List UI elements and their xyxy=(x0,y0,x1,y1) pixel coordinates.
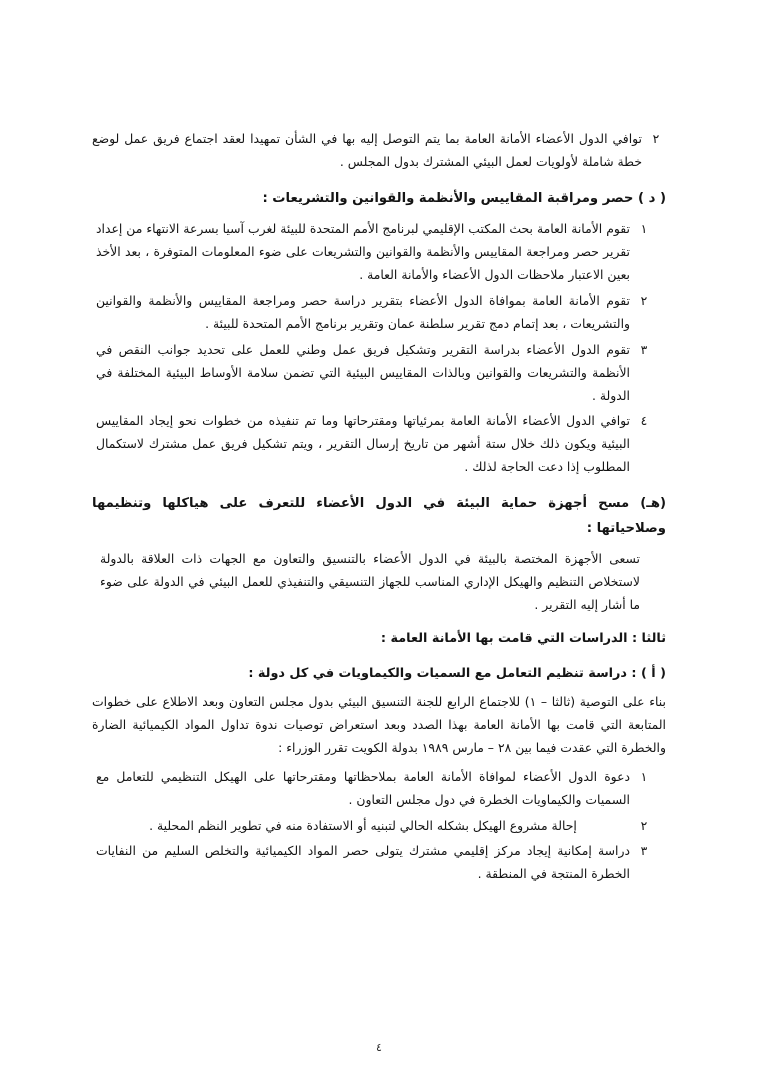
list-item xyxy=(92,290,666,336)
list-item-number: ٢ xyxy=(640,817,648,833)
list-item xyxy=(92,766,666,812)
list-item-text: دراسة إمكانية إيجاد مركز إقليمي مشترك يتولى حصر المواد الكيميائية والتخلص السليم من النفايات الخطرة المنتجة في المنطقة . xyxy=(96,843,630,882)
list-item xyxy=(92,218,666,287)
list-item-number: ١ xyxy=(640,220,648,236)
list-item-number: ٤ xyxy=(640,413,648,429)
paragraph-section-a: بناء على التوصية (ثالثا – ١) للاجتماع الرابع للجنة التنسيق البيئي بدول مجلس التعاون وبعد الاطلاع على خطوات المتابعة التي قامت بها الأمانة العامة بهذا الصدد وبعد استعراض توصيات ندوة تداول المواد الكيميائية الضارة والخطرة التي عقدت فيما بين ٢٨ – مارس ١٩٨٩ بدولة الكويت تقرر الوزراء : xyxy=(92,693,666,755)
list-item-text: دعوة الدول الأعضاء لموافاة الأمانة العامة بملاحظاتها ومقترحاتها على الهيكل التنظيمي للتعامل مع السميات والكيماويات الخطرة في دول مجلس التعاون . xyxy=(96,768,630,807)
list-item xyxy=(92,815,666,838)
list-item-number: ٢ xyxy=(652,131,660,146)
list-item-number: ١ xyxy=(640,768,648,784)
list-item-text: تقوم الأمانة العامة بموافاة الدول الأعضاء بتقرير دراسة حصر ومراجعة المقاييس والأنظمة والقوانين والتشريعات ، بعد إتمام دمج تقرير سلطنة عمان وتقرير برنامج الأمم المتحدة للبيئة . xyxy=(96,292,630,331)
list-item-text: تقوم الأمانة العامة بحث المكتب الإقليمي لبرنامج الأمم المتحدة للبيئة لغرب آسيا بسرعة الانتهاء من إعداد تقرير حصر ومراجعة المقاييس والأنظمة والقوانين والتشريعات على ضوء المعلومات المتوفرة ، بعد الأخذ بعين الاعتبار ملاحظات الدول الأعضاء والأمانة العامة . xyxy=(96,220,630,282)
list-item-text: توافي الدول الأعضاء الأمانة العامة بما يتم التوصل إليه بها في الشأن تمهيدا لعقد اجتماع فريق عمل لوضع خطة شاملة لأولويات لعمل البيئي المشترك بدول المجلس . xyxy=(92,131,642,169)
section-heading-d: ( د ) حصر ومراقبة المقاييس والأنظمة والقوانين والتشريعات : xyxy=(262,190,666,206)
list-item xyxy=(92,339,666,408)
list-item-number: ٣ xyxy=(640,341,648,357)
list-item xyxy=(92,840,666,886)
list-item-text: إحالة مشروع الهيكل بشكله الحالي لتبنيه أو الاستفادة منه في تطوير النظم المحلية . xyxy=(149,817,577,833)
list-item xyxy=(92,128,666,174)
list-item xyxy=(92,410,666,479)
list-item-text: تقوم الدول الأعضاء بدراسة التقرير وتشكيل فريق عمل وطني للعمل على تحديد جوانب النقص في الأنظمة والتشريعات والقوانين وبالذات المقاييس البيئية التي تضمن سلامة الأوساط البيئية المختلفة في الدولة . xyxy=(96,341,630,403)
list-item-number: ٢ xyxy=(640,292,648,308)
list-item-number: ٣ xyxy=(640,843,648,859)
page-number: ٤ xyxy=(376,1041,382,1054)
section-heading-a: ( أ ) : دراسة تنظيم التعامل مع السميات والكيماويات في كل دولة : xyxy=(248,665,666,681)
paragraph-section-e: تسعى الأجهزة المختصة بالبيئة في الدول الأعضاء بالتنسيق والتعاون مع الجهات ذات العلاقة بالدولة لاستخلاص التنظيم والهيكل الإداري المناسب للجهاز التنسيقي والتنفيذي للعمل البيئي في الدولة على ضوء ما أشار إليه التقرير . xyxy=(100,551,640,613)
list-item-text: توافي الدول الأعضاء الأمانة العامة بمرئياتها ومقترحاتها وما تم تنفيذه من خطوات نحو إيجاد المقاييس البيئية ويكون ذلك خلال ستة أشهر من تاريخ إرسال التقرير ، ويتم تشكيل فريق عمل مشترك لاستكمال المطلوب إذا دعت الحاجة لذلك . xyxy=(96,413,630,475)
section-heading-e: (هـ) مسح أجهزة حماية البيئة في الدول الأعضاء للتعرف على هياكلها وتنظيمها وصلاحياتها : xyxy=(92,496,666,537)
section-heading-thirdly: ثالثا : الدراسات التي قامت بها الأمانة العامة : xyxy=(380,631,666,647)
